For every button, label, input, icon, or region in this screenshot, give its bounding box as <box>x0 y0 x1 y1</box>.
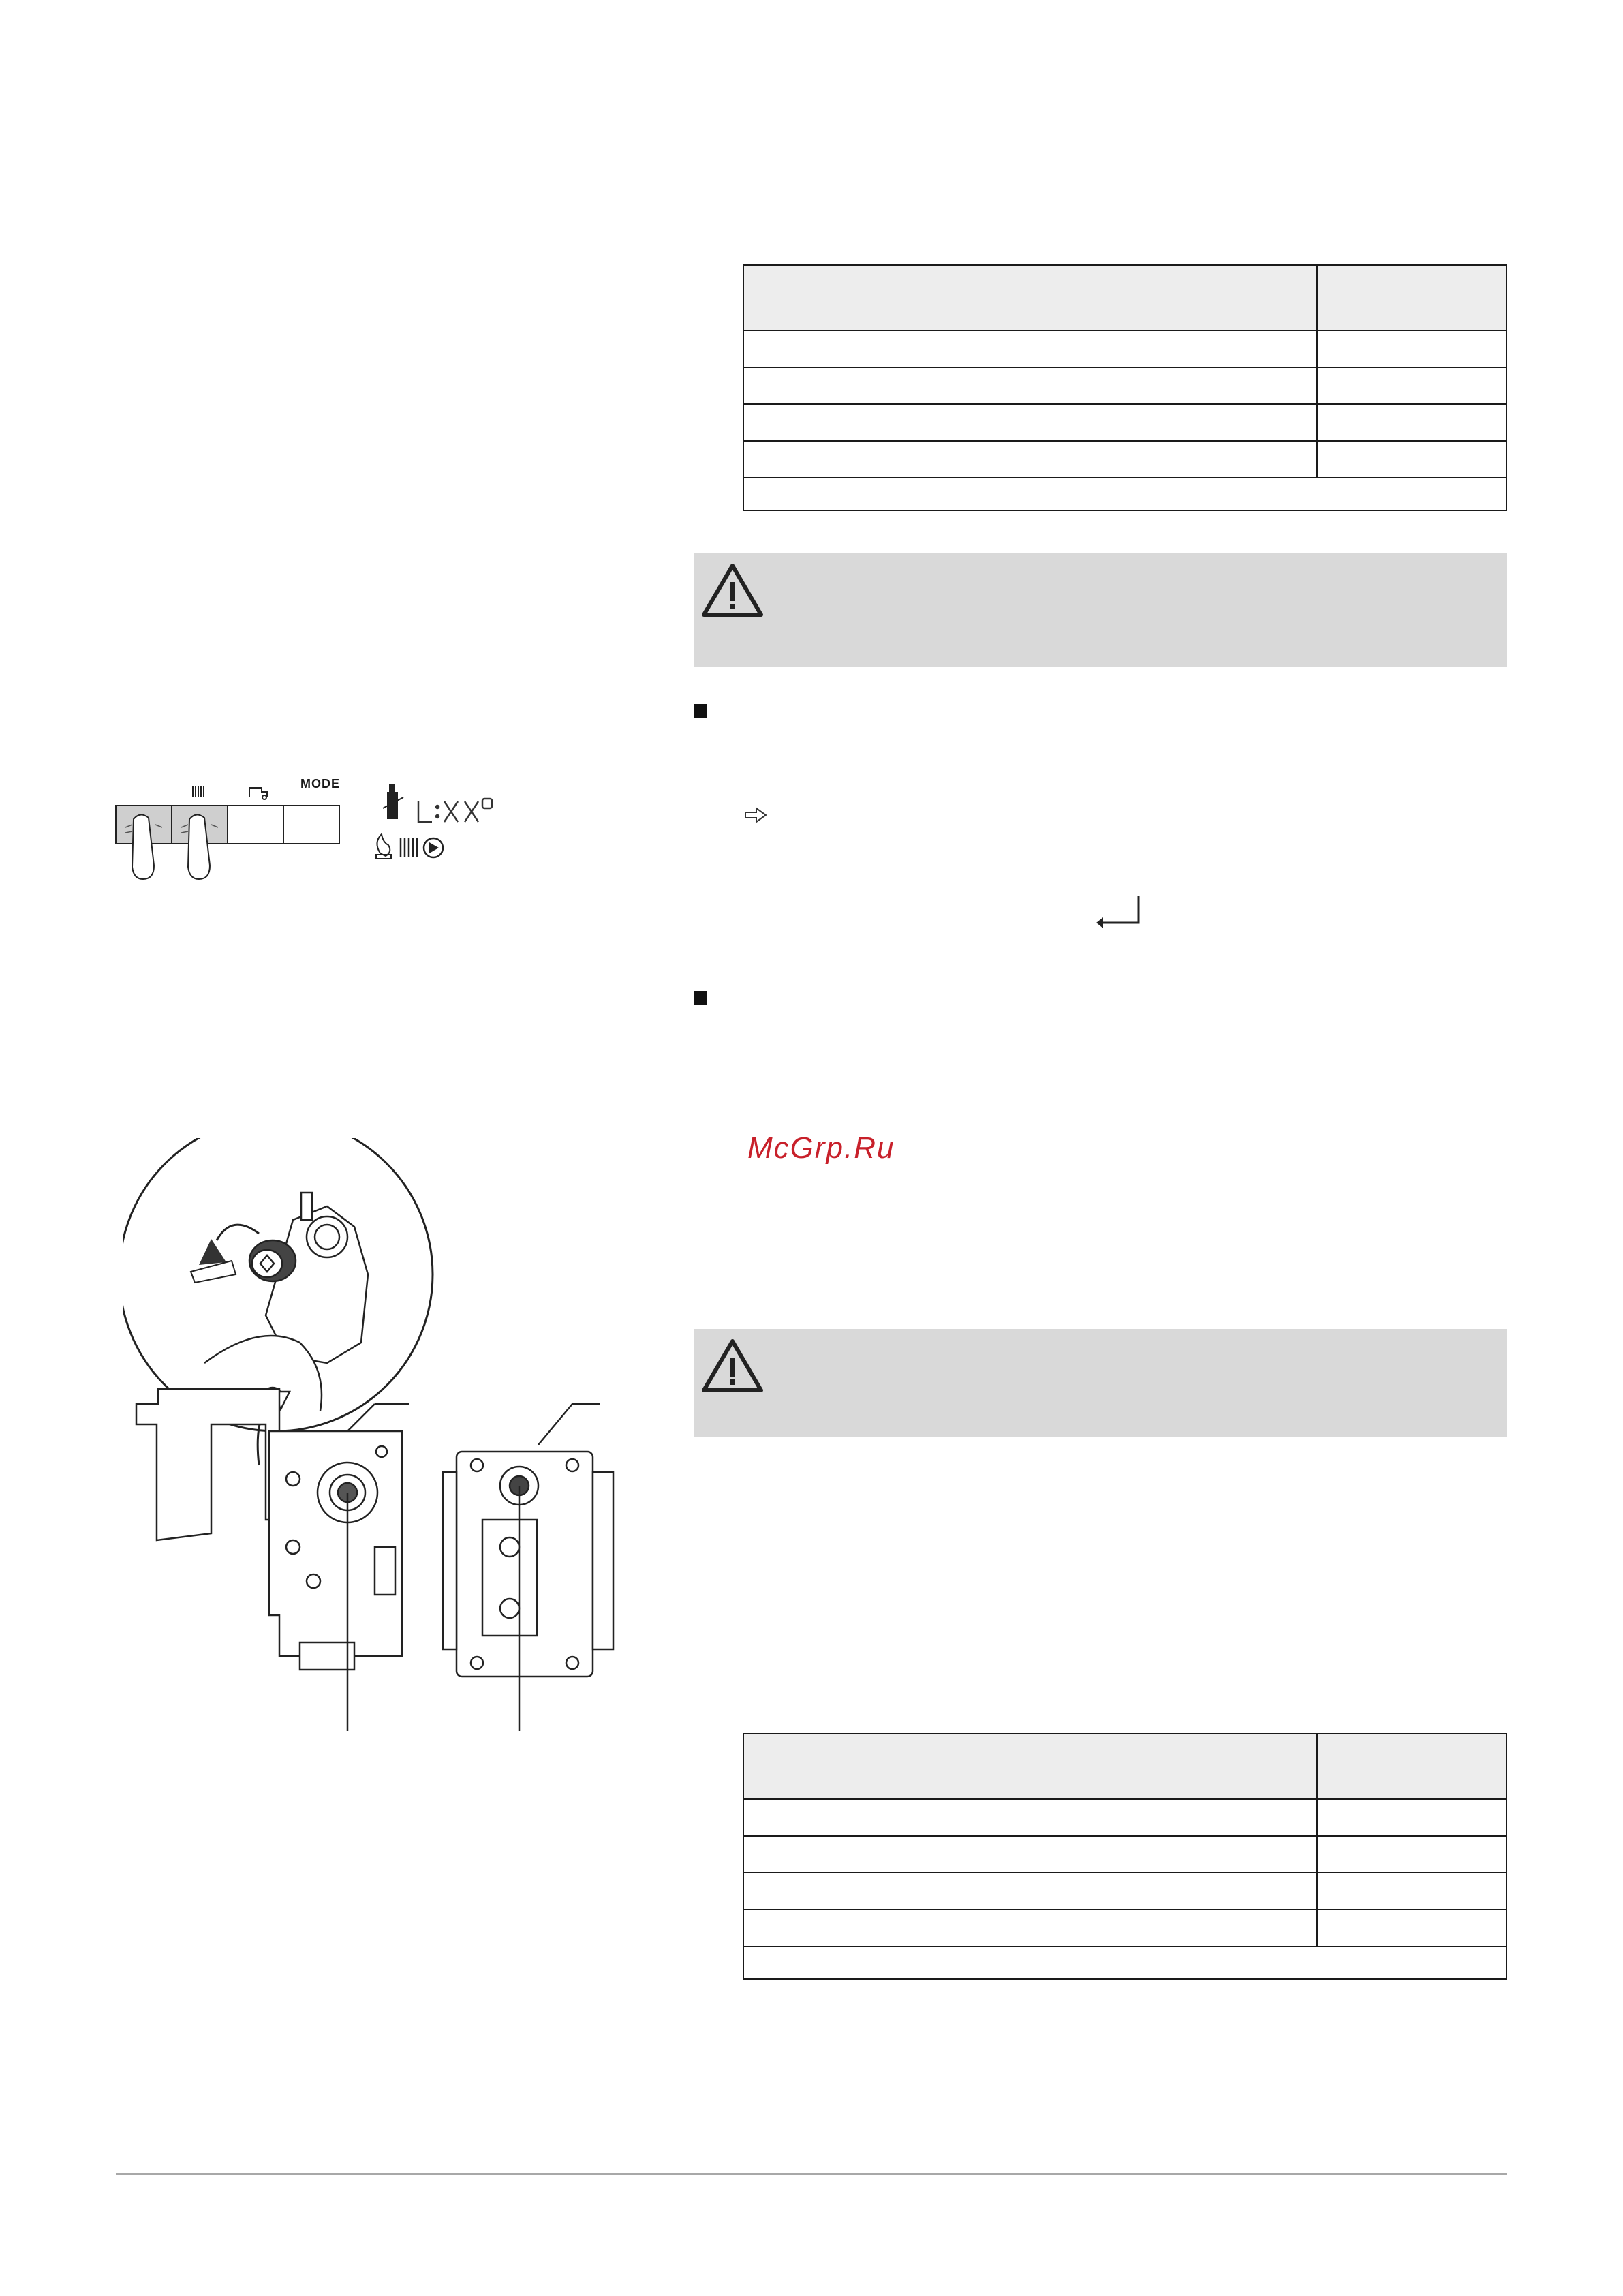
table-row <box>743 404 1506 441</box>
table-footer-cell <box>743 1946 1506 1979</box>
table-row <box>743 367 1506 404</box>
table-cell <box>743 1910 1317 1946</box>
bullet-square-icon <box>694 704 707 718</box>
table-cell <box>743 1836 1317 1873</box>
table-row <box>743 1873 1506 1910</box>
table-cell <box>743 404 1317 441</box>
table-cell <box>1317 1799 1506 1836</box>
table-footer-row <box>743 478 1506 510</box>
table-header-cell <box>743 1734 1317 1799</box>
control-panel-figure <box>113 777 549 893</box>
radiator-icon <box>193 786 204 797</box>
footer-rule <box>116 2173 1507 2175</box>
gas-valve-figure <box>123 1138 654 1738</box>
table-cell <box>743 331 1317 367</box>
table-bottom <box>743 1733 1507 1980</box>
table-header-row <box>743 265 1506 331</box>
tap-icon <box>249 788 267 799</box>
return-arrow-icon <box>1094 893 1143 932</box>
pump-icon <box>424 838 443 857</box>
table-cell <box>1317 1836 1506 1873</box>
flame-icon <box>376 834 391 859</box>
table-row <box>743 441 1506 478</box>
table-cell <box>1317 331 1506 367</box>
table-cell <box>1317 367 1506 404</box>
warning-triangle-icon <box>698 560 767 622</box>
table-row <box>743 1799 1506 1836</box>
table-cell <box>743 441 1317 478</box>
adjustment-screw <box>249 1240 296 1281</box>
table-row <box>743 1836 1506 1873</box>
warning-triangle-icon <box>698 1336 767 1397</box>
table-row <box>743 331 1506 367</box>
segment-display <box>418 799 492 822</box>
table-footer-row <box>743 1946 1506 1979</box>
radiator-icon <box>401 838 417 857</box>
bullet-square-icon <box>694 991 707 1005</box>
arrow-right-icon <box>744 807 767 823</box>
table-cell <box>1317 441 1506 478</box>
table-top <box>743 264 1507 511</box>
watermark: McGrp.Ru <box>747 1131 895 1165</box>
control-panel-drawing <box>113 777 549 893</box>
table-header-cell <box>1317 265 1506 331</box>
table-row <box>743 1910 1506 1946</box>
table-footer-cell <box>743 478 1506 510</box>
table-header-cell <box>1317 1734 1506 1799</box>
warning-box <box>694 553 1507 667</box>
table-cell <box>743 1873 1317 1910</box>
table-header-row <box>743 1734 1506 1799</box>
table-cell <box>743 1799 1317 1836</box>
gas-valve-drawing <box>123 1138 654 1738</box>
table-cell <box>743 367 1317 404</box>
table-cell <box>1317 1873 1506 1910</box>
table-header-cell <box>743 265 1317 331</box>
table-cell <box>1317 404 1506 441</box>
chimney-icon <box>383 784 403 819</box>
mode-button-label: MODE <box>300 777 340 791</box>
warning-box <box>694 1329 1507 1437</box>
table-cell <box>1317 1910 1506 1946</box>
